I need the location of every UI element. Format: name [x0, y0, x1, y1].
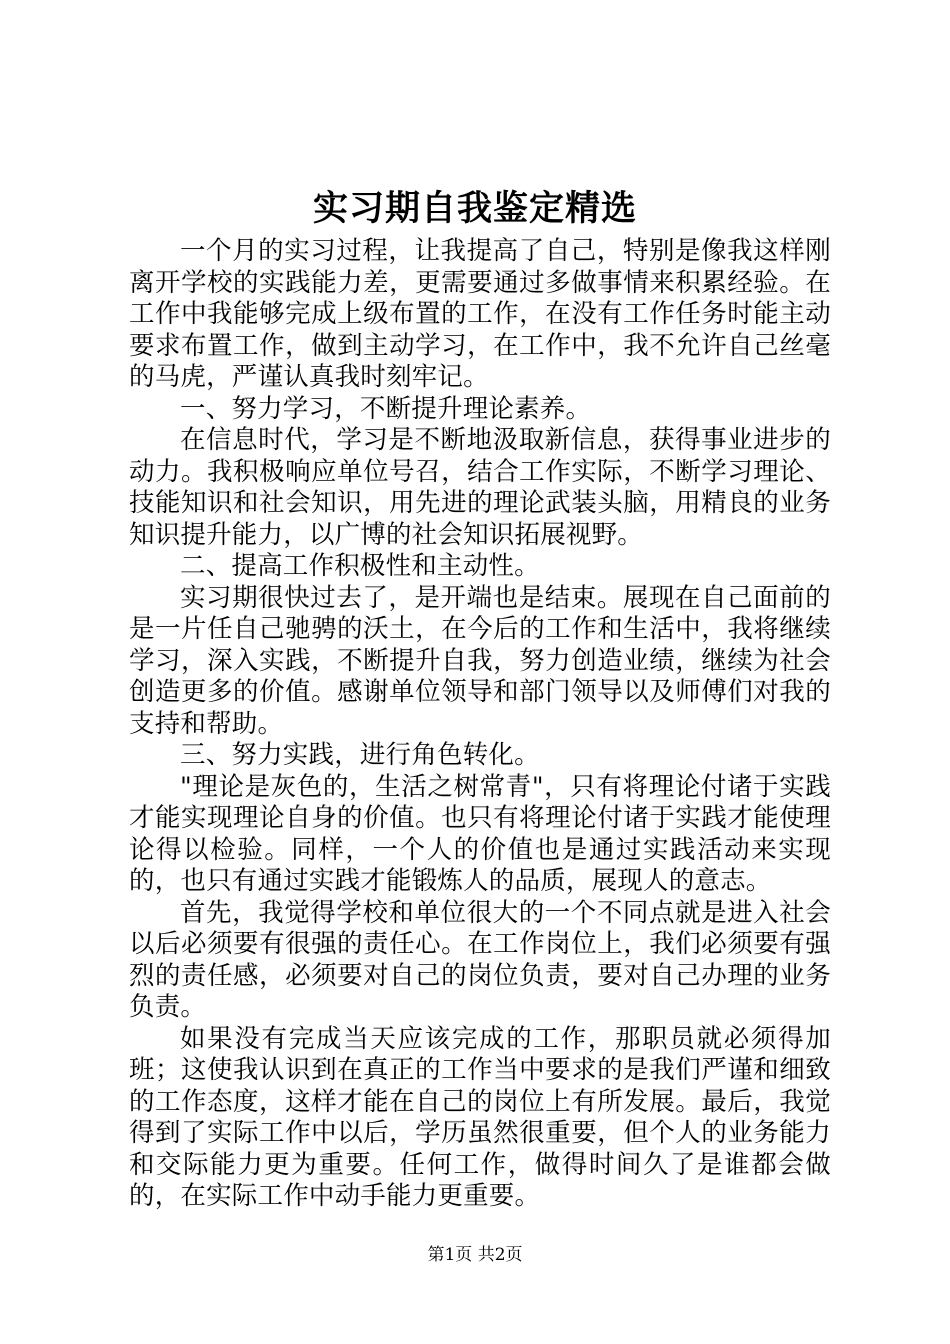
paragraph-responsibility: 首先，我觉得学校和单位很大的一个不同点就是进入社会以后必须要有很强的责任心。在工作岗位上，我们必须要有强烈的责任感，必须要对自己的岗位负责，要对自己办理的业务负责。 — [129, 897, 831, 1022]
section-heading-2: 二、提高工作积极性和主动性。 — [180, 551, 540, 581]
page-number-footer: 第1页 共2页 — [427, 1245, 523, 1265]
section-heading-1: 一、努力学习，不断提升理论素养。 — [180, 393, 592, 424]
paragraph-intro: 一个月的实习过程，让我提高了自己，特别是像我这样刚离开学校的实践能力差，更需要通过多做事情来积累经验。在工作中我能够完成上级布置的工作，在没有工作任务时能主动要求布置工作，做到主动学习，在工作中，我不允许自己丝毫的马虎，严谨认真我时刻牢记。 — [129, 236, 831, 392]
document-body — [129, 236, 831, 1213]
paragraph-conclusion: 如果没有完成当天应该完成的工作，那职员就必须得加班；这使我认识到在真正的工作当中要求的是我们严谨和细致的工作态度，这样才能在自己的岗位上有所发展。最后，我觉得到了实际工作中以后，学历虽然很重要，但个人的业务能力和交际能力更为重要。任何工作，做得时间久了是谁都会做的，在实际工作中动手能力更重要。 — [129, 1023, 831, 1211]
document-title: 实习期自我鉴定精选 — [312, 188, 637, 229]
section-heading-3: 三、努力实践，进行角色转化。 — [180, 740, 540, 770]
paragraph-initiative: 实习期很快过去了，是开端也是结束。展现在自己面前的是一片任自己驰骋的沃土，在今后的工作和生活中，我将继续学习，深入实践，不断提升自我，努力创造业绩，继续为社会创造更多的价值。感谢单位领导和部门领导以及师傅们对我的支持和帮助。 — [129, 582, 831, 739]
paragraph-practice: "理论是灰色的，生活之树常青"，只有将理论付诸于实践才能实现理论自身的价值。也只有将理论付诸于实践才能使理论得以检验。同样，一个人的价值也是通过实践活动来实现的，也只有通过实践才能锻炼人的品质，展现人的意志。 — [129, 771, 831, 896]
paragraph-study: 在信息时代，学习是不断地汲取新信息，获得事业进步的动力。我积极响应单位号召，结合工作实际，不断学习理论、技能知识和社会知识，用先进的理论武装头脑，用精良的业务知识提升能力，以广博的社会知识拓展视野。 — [129, 425, 831, 550]
